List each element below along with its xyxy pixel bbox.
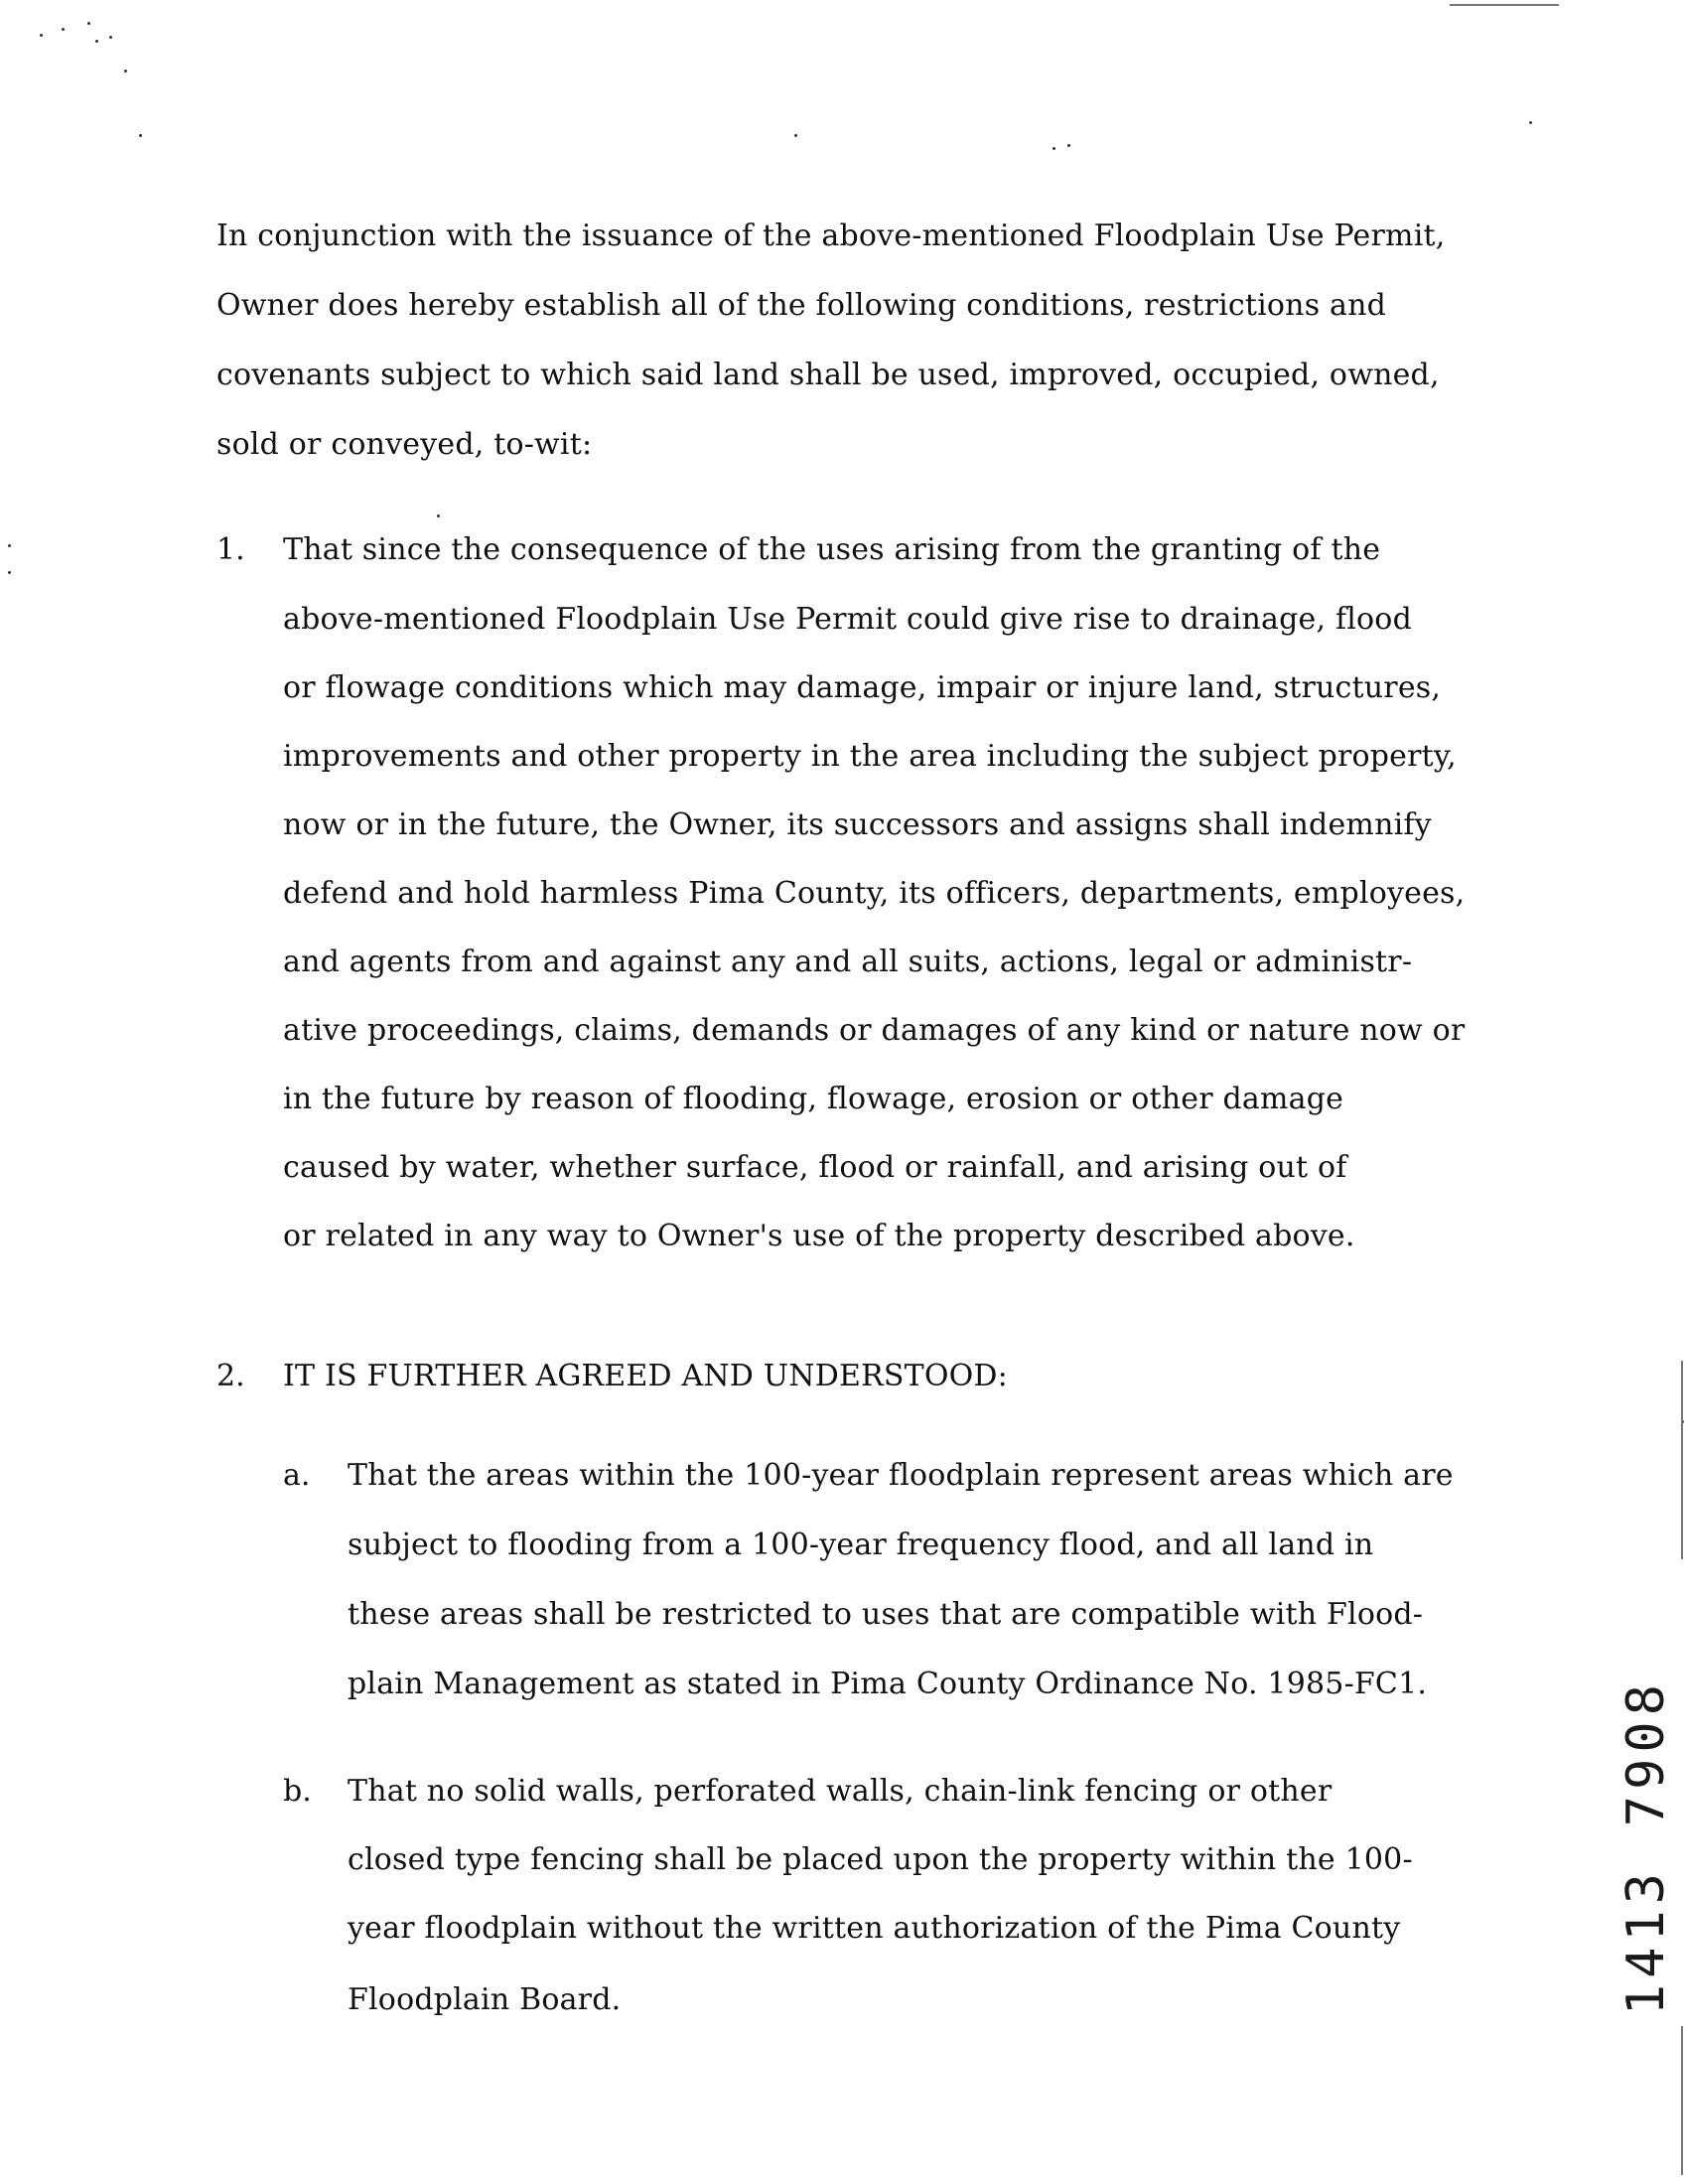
item-line: now or in the future, the Owner, its successors and assigns shall indemnify (283, 807, 1432, 842)
scan-edge-mark (1450, 4, 1559, 6)
item-line: above-mentioned Floodplain Use Permit could give rise to drainage, flood (283, 602, 1412, 637)
scan-edge-mark (1681, 2026, 1683, 2175)
item-number: 1. (216, 532, 245, 567)
item-number: 2. (216, 1359, 245, 1393)
sub-item-line: subject to flooding from a 100-year frequency flood, and all land in (348, 1528, 1374, 1562)
docket-number-stamp: 7908 (1616, 1678, 1676, 1827)
item-line: caused by water, whether surface, flood or rainfall, and arising out of (283, 1150, 1347, 1185)
item-line: or related in any way to Owner's use of the property described above. (283, 1219, 1355, 1253)
sub-item-letter: b. (283, 1774, 312, 1809)
item-line: or flowage conditions which may damage, impair or injure land, structures, (283, 670, 1442, 705)
sub-item-line: plain Management as stated in Pima County Ordinance No. 1985-FC1. (348, 1667, 1428, 1701)
sub-item-line: these areas shall be restricted to uses that are compatible with Flood- (348, 1597, 1424, 1632)
intro-line: sold or conveyed, to-wit: (216, 427, 593, 462)
sub-item-line: year floodplain without the written authorization of the Pima County (348, 1911, 1401, 1946)
sub-item-letter: a. (283, 1458, 311, 1493)
page-number-stamp: 1413 (1616, 1867, 1676, 2016)
item-line: ative proceedings, claims, demands or damages of any kind or nature now or (283, 1013, 1466, 1048)
item-heading: IT IS FURTHER AGREED AND UNDERSTOOD: (283, 1359, 1008, 1393)
item-line: That since the consequence of the uses arising from the granting of the (283, 532, 1381, 567)
item-line: improvements and other property in the area including the subject property, (283, 739, 1457, 774)
sub-item-line: That the areas within the 100-year floodplain represent areas which are (348, 1458, 1454, 1493)
item-line: and agents from and against any and all suits, actions, legal or administr- (283, 945, 1413, 979)
item-line: in the future by reason of flooding, flowage, erosion or other damage (283, 1082, 1344, 1116)
sub-item-line: That no solid walls, perforated walls, chain-link fencing or other (348, 1774, 1333, 1809)
sub-item-line: Floodplain Board. (348, 1982, 622, 2017)
intro-line: covenants subject to which said land shall be used, improved, occupied, owned, (216, 358, 1440, 392)
sub-item-line: closed type fencing shall be placed upon the property within the 100- (348, 1842, 1413, 1877)
item-line: defend and hold harmless Pima County, its officers, departments, employees, (283, 876, 1466, 911)
scan-edge-mark (1681, 1361, 1683, 1559)
intro-line: In conjunction with the issuance of the above-mentioned Floodplain Use Permit, (216, 218, 1446, 253)
intro-line: Owner does hereby establish all of the following conditions, restrictions and (216, 288, 1387, 323)
